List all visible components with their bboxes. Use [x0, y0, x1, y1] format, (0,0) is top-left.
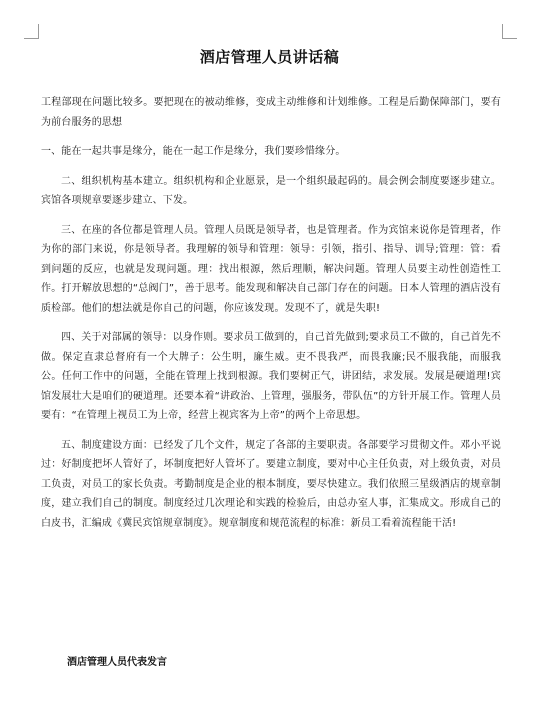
signature-line: 酒店管理人员代表发言	[67, 657, 167, 668]
section-five-paragraph: 五、制度建设方面：已经发了几个文件，规定了各部的主要职责。各部要学习贯彻文件。邓小平说过：好制度把坏人管好了，坏制度把好人管坏了。要建立制度，要对中心主任负责，对上级负责，对员工负责，对员工的家长负责。考勤制度是企业的根本制度，要尽快建立。我们依照三星级酒店的规章制度，建立我们自己的制度。制度经过几次理论和实践的检验后，由总办室人事，汇集成文。形成自己的白皮书，汇编成《冀民宾馆规章制度》。规章制度和规范流程的标准：新员工看着流程能干活!	[41, 439, 501, 529]
document-body	[41, 93, 501, 543]
document-title: 酒店管理人员讲话稿	[199, 48, 340, 66]
page-corner-mark	[502, 24, 517, 39]
section-three-paragraph: 三、在座的各位都是管理人员。管理人员既是领导者，也是管理者。作为宾馆来说你是管理者，作为你的部门来说，你是领导者。我理解的领导和管理：领导：引领，指引、指导、训导;管理：管：看到问题的反应，也就是发现问题。理：找出根源，然后理顺，解决问题。管理人员要主动性创造性工作。打开解放思想的“总阀门”，善于思考。能发现和解决自己部门存在的问题。日本人管理的酒店没有质检部。他们的想法就是你自己的问题，你应该发现。发现不了，就是失职!	[41, 224, 501, 314]
page-corner-mark	[24, 24, 39, 39]
section-one-paragraph: 一、能在一起共事是缘分，能在一起工作是缘分，我们要珍惜缘分。	[41, 146, 346, 157]
section-two-paragraph: 二、组织机构基本建立。组织机构和企业愿景，是一个组织最起码的。晨会例会制度要逐步建立。宾馆各项规章要逐步建立、下发。	[41, 175, 501, 206]
intro-paragraph: 工程部现在问题比较多。要把现在的被动维修，变成主动维修和计划维修。工程是后勤保障部门，要有为前台服务的思想	[41, 97, 501, 128]
section-four-paragraph: 四、关于对部属的领导：以身作则。要求员工做到的，自己首先做到;要求员工不做的，自己首先不做。保定直隶总督府有一个大牌子：公生明，廉生威。吏不畏我严，而畏我廉;民不服我能，而服我公。任何工作中的问题，全能在管理上找到根源。我们要树正气，讲团结，求发展。发展是硬道理!宾馆发展壮大是咱们的硬道理。还要本着“讲政治、上管理，强服务，带队伍”的方针开展工作。管理人员要有：“在管理上视员工为上帝，经营上视宾客为上帝”的两个上帝思想。	[41, 332, 501, 421]
